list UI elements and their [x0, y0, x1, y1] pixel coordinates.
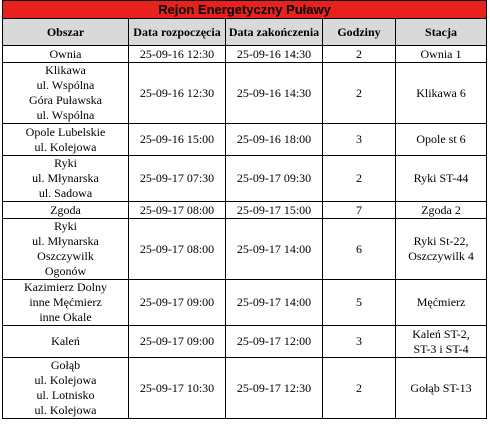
- cell-station-line: Ryki ST-44: [413, 171, 469, 185]
- cell-hours: 5: [323, 280, 396, 326]
- cell-obszar-line: ul. Kolejowa: [34, 403, 97, 417]
- cell-obszar: [3, 63, 129, 124]
- cell-obszar-line: Ryki: [54, 219, 77, 233]
- cell-hours: 3: [323, 124, 396, 156]
- cell-obszar-line: Kazimierz Dolny: [24, 280, 107, 294]
- cell-obszar-line: ul. Kolejowa: [34, 139, 97, 154]
- cell-obszar-line: ul. Młynarska: [32, 234, 99, 248]
- cell-obszar: [3, 358, 129, 419]
- table-row: [3, 124, 487, 156]
- table-row: [3, 202, 487, 219]
- cell-station: [396, 124, 487, 156]
- header-end: Data zakończenia: [226, 19, 323, 46]
- cell-start: 25-09-17 07:30: [129, 156, 226, 202]
- cell-station-line: Oszczywilk 4: [408, 249, 474, 263]
- table-row: [3, 358, 487, 419]
- cell-obszar-line: Góra Puławska: [29, 93, 102, 107]
- cell-end: 25-09-17 14:00: [226, 280, 323, 326]
- table-row: [3, 46, 487, 63]
- cell-end: 25-09-17 12:30: [226, 358, 323, 419]
- header-row: [3, 19, 487, 46]
- cell-obszar-line: ul. Kolejowa: [34, 373, 97, 387]
- header-start: Data rozpoczęcia: [129, 19, 226, 46]
- cell-obszar-line: Kaleń: [51, 334, 80, 348]
- table-row: [3, 63, 487, 124]
- cell-start: 25-09-17 10:30: [129, 358, 226, 419]
- cell-station-line: Kaleń ST-2,: [412, 326, 470, 341]
- cell-obszar: [3, 156, 129, 202]
- cell-hours: 6: [323, 219, 396, 280]
- cell-obszar-line: ul. Młynarska: [32, 171, 99, 185]
- cell-obszar-line: Zgoda: [50, 202, 81, 217]
- table-row: [3, 219, 487, 280]
- table-row: [3, 280, 487, 326]
- table-title: Rejon Energetyczny Puławy: [3, 1, 487, 19]
- cell-obszar: [3, 219, 129, 280]
- cell-station-line: Opole st 6: [416, 132, 466, 146]
- cell-obszar-line: inne Okale: [39, 310, 92, 324]
- cell-obszar-line: ul. Wspólna: [36, 78, 95, 92]
- cell-obszar-line: Gołąb: [50, 358, 81, 372]
- cell-start: 25-09-17 08:00: [129, 219, 226, 280]
- cell-obszar-line: Klikawa: [45, 63, 86, 77]
- cell-station: [396, 63, 487, 124]
- cell-obszar-line: Opole Lubelskie: [25, 124, 106, 139]
- cell-obszar-line: Oszczywilk: [37, 249, 94, 263]
- cell-station: [396, 46, 487, 63]
- cell-station-line: Gołąb ST-13: [410, 380, 472, 395]
- cell-end: 25-09-17 09:30: [226, 156, 323, 202]
- cell-end: 25-09-16 18:00: [226, 124, 323, 156]
- cell-start: 25-09-16 12:30: [129, 63, 226, 124]
- cell-station: [396, 358, 487, 419]
- cell-obszar: [3, 280, 129, 326]
- cell-station-line: Zgoda 2: [421, 202, 461, 217]
- cell-end: 25-09-17 12:00: [226, 326, 323, 358]
- cell-obszar-line: Ogonów: [44, 264, 87, 278]
- cell-station: [396, 202, 487, 219]
- cell-station: [396, 156, 487, 202]
- cell-end: 25-09-16 14:30: [226, 63, 323, 124]
- cell-obszar-line: Ownia: [49, 46, 82, 61]
- cell-start: 25-09-17 09:00: [129, 280, 226, 326]
- cell-obszar-line: ul. Sadowa: [38, 186, 93, 200]
- cell-obszar-line: inne Męćmierz: [29, 295, 102, 309]
- cell-hours: 2: [323, 156, 396, 202]
- header-hours: Godziny: [323, 19, 396, 46]
- cell-hours: 2: [323, 358, 396, 419]
- cell-hours: 2: [323, 46, 396, 63]
- outage-table: [2, 0, 487, 419]
- cell-hours: 2: [323, 63, 396, 124]
- cell-station-line: ST-3 i ST-4: [413, 341, 469, 356]
- cell-obszar-line: ul. Lotnisko: [36, 388, 95, 402]
- cell-hours: 7: [323, 202, 396, 219]
- cell-start: 25-09-17 09:00: [129, 326, 226, 358]
- cell-station: [396, 326, 487, 358]
- cell-station-line: Ryki St-22,: [413, 234, 469, 248]
- cell-start: 25-09-16 12:30: [129, 46, 226, 63]
- cell-end: 25-09-16 14:30: [226, 46, 323, 63]
- cell-start: 25-09-16 15:00: [129, 124, 226, 156]
- cell-obszar: [3, 124, 129, 156]
- cell-obszar-line: ul. Wspólna: [36, 108, 95, 122]
- cell-hours: 3: [323, 326, 396, 358]
- table-row: [3, 326, 487, 358]
- cell-obszar-line: Ryki: [54, 156, 77, 170]
- cell-station-line: Klikawa 6: [416, 85, 466, 100]
- cell-station-line: Ownia 1: [420, 46, 462, 61]
- cell-station-line: Męćmierz: [416, 295, 466, 309]
- cell-station: [396, 280, 487, 326]
- cell-obszar: [3, 326, 129, 358]
- cell-end: 25-09-17 14:00: [226, 219, 323, 280]
- cell-station: [396, 219, 487, 280]
- cell-obszar: [3, 202, 129, 219]
- cell-obszar: [3, 46, 129, 63]
- header-obszar: Obszar: [3, 19, 129, 46]
- outage-table-container: [2, 0, 486, 419]
- cell-end: 25-09-17 15:00: [226, 202, 323, 219]
- cell-start: 25-09-17 08:00: [129, 202, 226, 219]
- table-row: [3, 156, 487, 202]
- header-station: Stacja: [396, 19, 487, 46]
